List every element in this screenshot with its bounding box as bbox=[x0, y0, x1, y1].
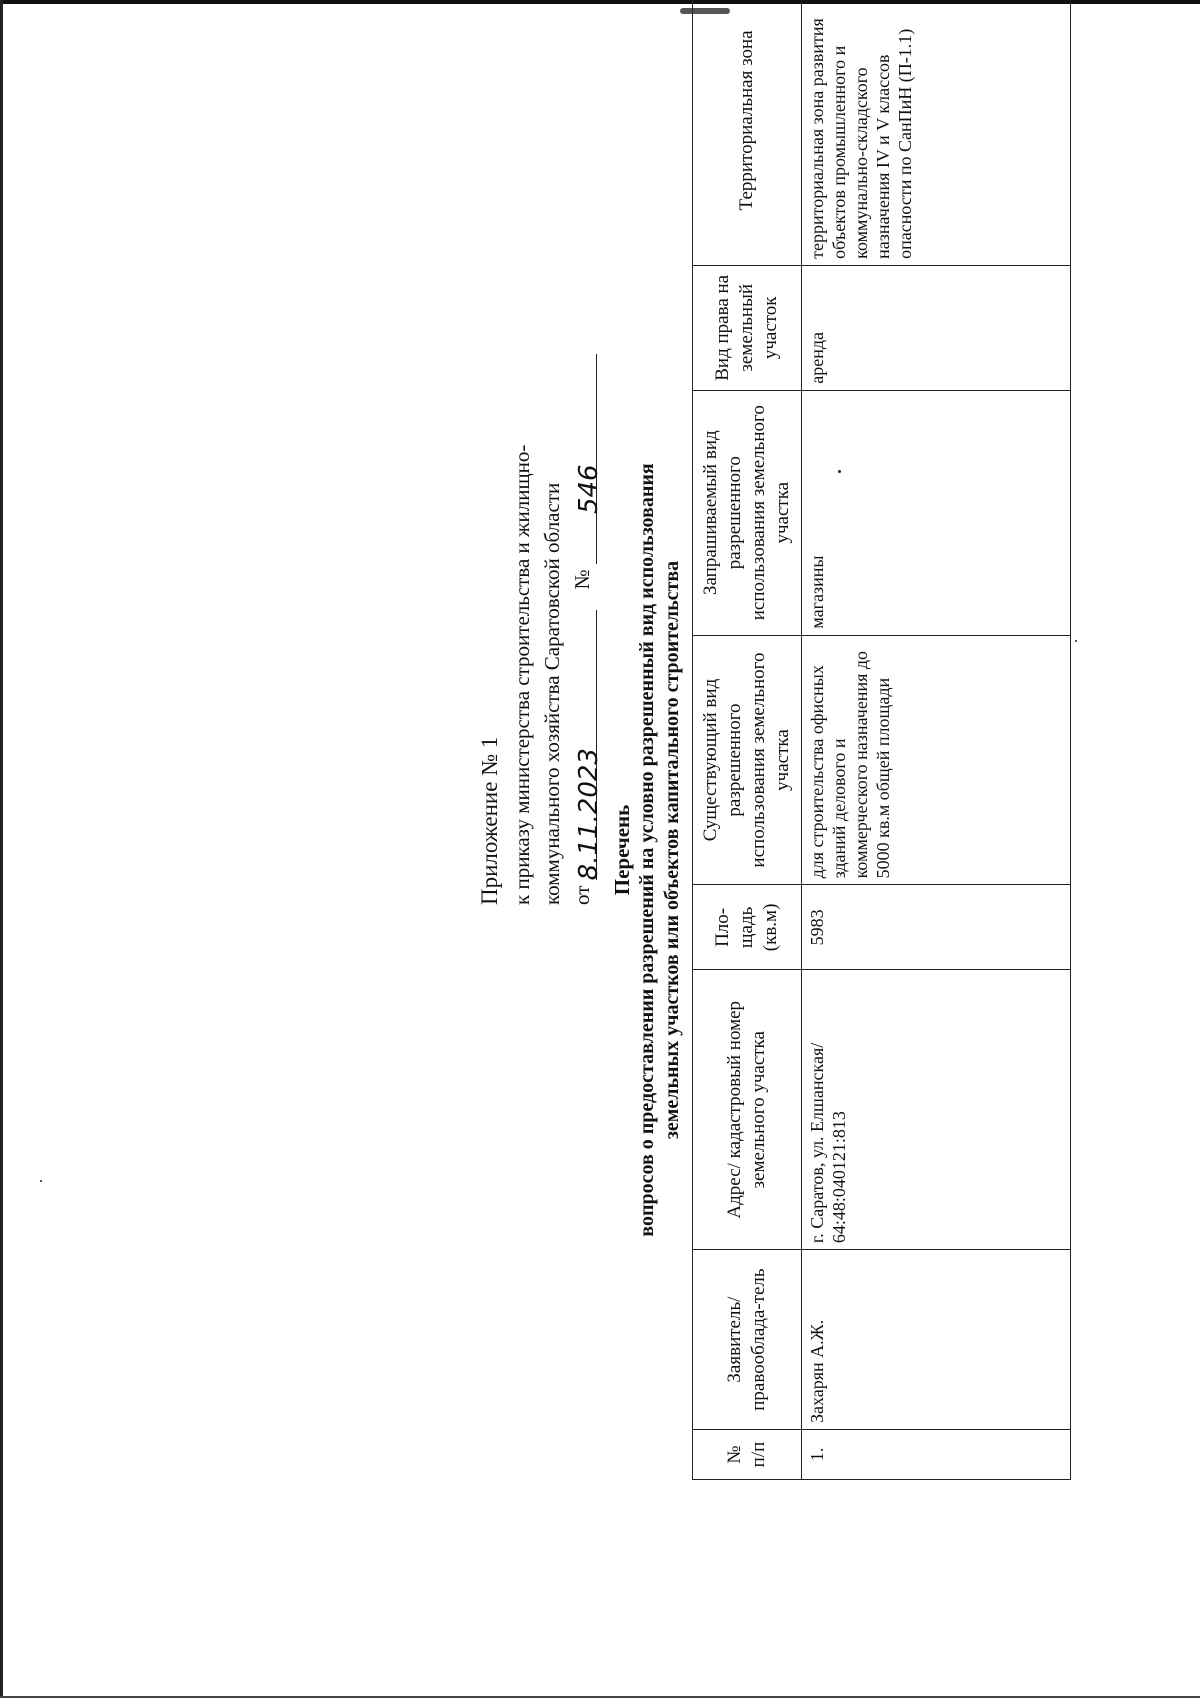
scan-border-left bbox=[0, 0, 3, 1698]
cell-right-type: аренда bbox=[802, 265, 1071, 390]
header-right-type: Вид права на земельный участок bbox=[693, 265, 802, 390]
cell-area: 5983 bbox=[802, 885, 1071, 970]
cell-address: г. Саратов, ул. Елшанская/ 64:48:040121:813 bbox=[802, 970, 1071, 1250]
date-signature-line bbox=[574, 610, 604, 881]
appendix-block bbox=[475, 45, 604, 905]
cell-zone: территориальная зона развития объектов промышленного и коммунально-складского назначения IV и V классов опасности по СанПиН (П-1.1) bbox=[802, 0, 1071, 265]
handwritten-number: 546 bbox=[574, 464, 604, 515]
handwritten-date: 8.11.2023 bbox=[574, 748, 604, 881]
heading-title: Перечень bbox=[610, 804, 634, 896]
permits-table bbox=[692, 0, 1071, 1480]
number-signature-line bbox=[574, 354, 604, 564]
cell-applicant: Захарян А.Ж. bbox=[802, 1250, 1071, 1430]
table-row bbox=[802, 0, 1071, 1480]
heading-line-1: вопросов о предоставлении разрешений на условно разрешенный вид использования bbox=[636, 463, 658, 1237]
rotated-document-sheet bbox=[475, 18, 1115, 1655]
header-area: Пло-щадь (кв.м) bbox=[693, 885, 802, 970]
cell-number: 1. bbox=[802, 1430, 1071, 1480]
header-zone: Территориальная зона bbox=[693, 0, 802, 265]
appendix-line-1: к приказу министерства строительства и жилищно- bbox=[510, 444, 534, 905]
header-number: № п/п bbox=[693, 1430, 802, 1480]
appendix-line-2: коммунального хозяйства Саратовской области bbox=[540, 482, 564, 905]
from-prefix: от bbox=[570, 885, 594, 905]
cell-requested-use: магазины bbox=[802, 390, 1071, 635]
appendix-title: Приложение № 1 bbox=[477, 736, 502, 905]
table-header-row bbox=[693, 0, 802, 1480]
heading-line-2: земельных участков или объектов капитального строительства bbox=[661, 560, 683, 1140]
header-address: Адрес/ кадастровый номер земельного участка bbox=[693, 970, 802, 1250]
header-existing-use: Существующий вид разрешенного использования земельного участка bbox=[693, 635, 802, 885]
cell-existing-use: для строительства офисных зданий делового и коммерческого назначения до 5000 кв.м общей площади bbox=[802, 635, 1071, 885]
header-requested-use: Запрашиваемый вид разрешенного использования земельного участка bbox=[693, 390, 802, 635]
header-applicant: Заявитель/ правооблада-тель bbox=[693, 1250, 802, 1430]
scan-speck bbox=[40, 1180, 42, 1182]
number-prefix: № bbox=[570, 569, 594, 590]
document-heading bbox=[610, 45, 685, 1655]
appendix-date-number-line bbox=[567, 45, 604, 905]
